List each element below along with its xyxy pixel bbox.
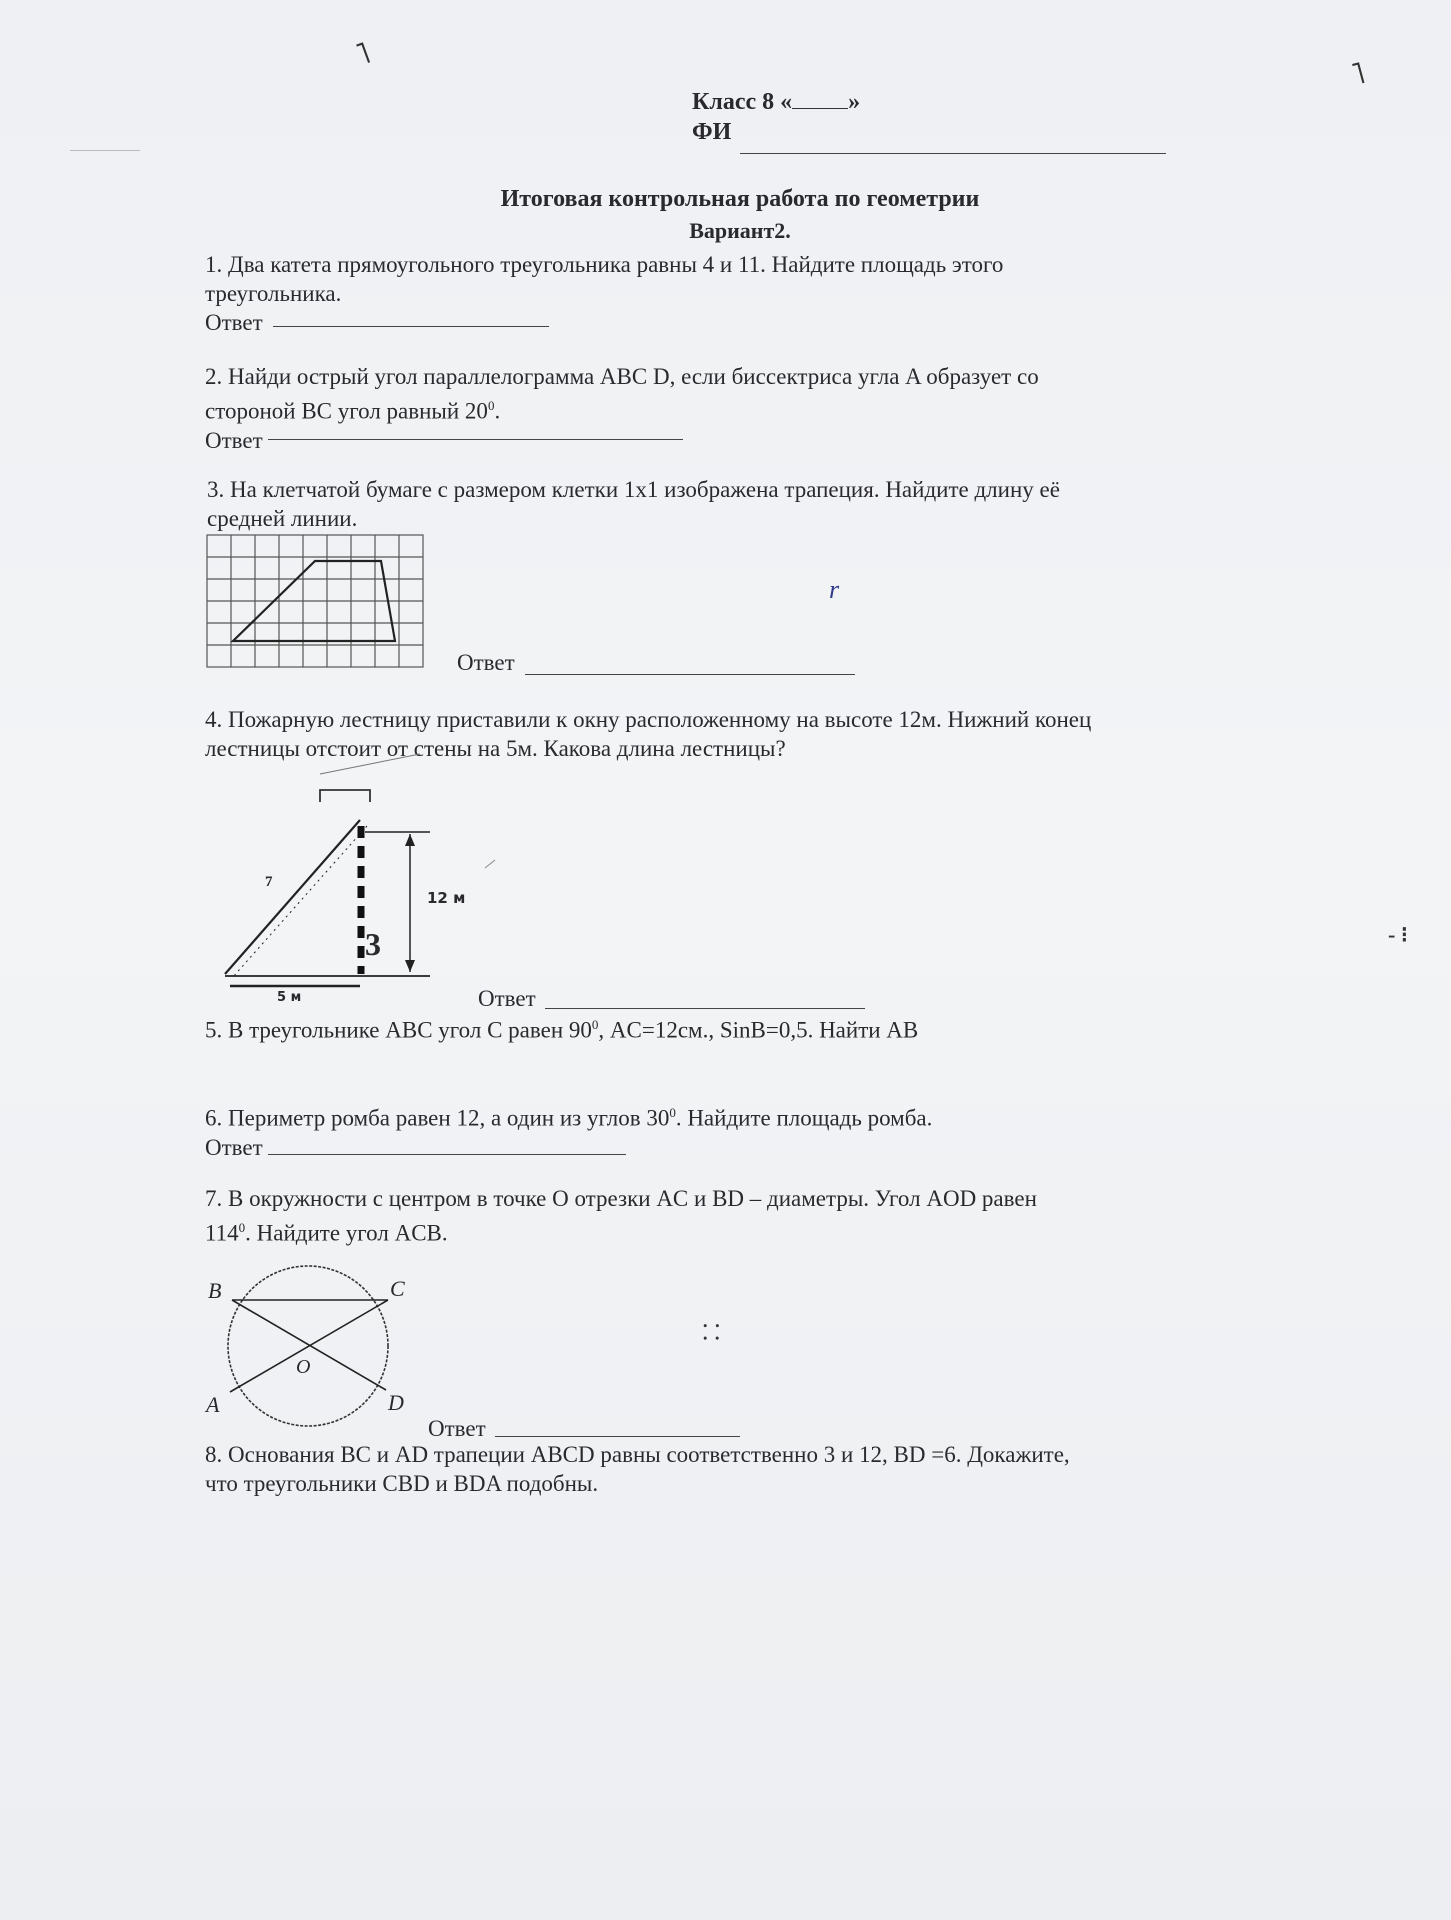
grid-lines [207, 535, 423, 667]
answer-label: Ответ [428, 1416, 486, 1441]
task-4-line-1: 4. Пожарную лестницу приставили к окну расположенному на высоте 12м. Нижний конец [205, 707, 1092, 732]
task-2-line-2: стороной BC угол равный $20^0$. [205, 398, 501, 424]
class-label: Класс 8 « [692, 89, 793, 115]
ladder-base-label: 5 м [277, 990, 302, 1005]
name-underline [740, 153, 1166, 154]
wall-mark: 3 [365, 926, 381, 962]
class-close: » [848, 89, 861, 115]
task-3 [207, 475, 1060, 533]
answer-line-4[interactable] [545, 1008, 865, 1009]
answer-label: Ответ [205, 1134, 263, 1160]
answer-line-3[interactable] [525, 674, 855, 675]
ladder-mark: 7 [265, 874, 273, 890]
task-8 [205, 1440, 1070, 1498]
stray-mark-right: - ⁝ [1388, 922, 1408, 947]
stray-mark-top-right: ˥ [1348, 57, 1369, 92]
task-7: 7. В окружности с центром в точке О отрезки AC и BD – диаметры. Угол AOD равен $114^0$. Найдите угол ACB. [205, 1186, 1037, 1246]
stray-mark-top-left: ˥ [352, 37, 375, 72]
task-3-line-2: средней линии. [207, 506, 358, 531]
point-o-label: O [296, 1356, 311, 1378]
stray-mark-middle: ⸬ [703, 1322, 720, 1344]
answer-label: Ответ [205, 427, 263, 453]
task-6: 6. Периметр ромба равен 12, а один из углов $30^0$. Найдите площадь ромба. Ответ [205, 1105, 933, 1160]
class-field [692, 88, 860, 117]
trapezoid-grid-figure [205, 533, 425, 669]
name-label: ФИ [692, 119, 732, 145]
task-1-line-2: треугольника. [205, 281, 342, 306]
answer-label: Ответ [205, 310, 263, 335]
task-4-line-2: лестницы отстоит от стены на 5м. Какова длина лестницы? [205, 736, 786, 761]
task-3-line-1: 3. На клетчатой бумаге с размером клетки 1x1 изображена трапеция. Найдите длину её [207, 477, 1060, 502]
task-1-line-1: 1. Два катета прямоугольного треугольника равны 4 и 11. Найдите площадь этого [205, 252, 1004, 277]
task-2 [205, 362, 1039, 455]
answer-label: Ответ [478, 986, 536, 1011]
answer-label: Ответ [457, 650, 515, 675]
variant-label: Вариант2. [689, 218, 791, 243]
point-d-label: D [388, 1390, 404, 1415]
task-5: 5. В треугольнике ABC угол C равен $90^0$, AC=12см., SinB=0,5. Найти AB [205, 1017, 919, 1043]
ladder-height-label: 12 м [427, 889, 466, 907]
task-1 [205, 250, 1003, 337]
stray-dash-left [70, 150, 140, 151]
task-8-line-1: 8. Основания BC и AD трапеции ABCD равны соответственно 3 и 12, BD =6. Докажите, [205, 1442, 1070, 1467]
ladder-figure [205, 760, 465, 1000]
task-4 [205, 705, 1091, 763]
answer-line-2[interactable] [268, 439, 683, 440]
task-8-line-2: что треугольники CBD и BDA подобны. [205, 1471, 599, 1496]
answer-line-1[interactable] [273, 326, 549, 327]
task-7-line-1: 7. В окружности с центром в точке О отрезки AC и BD – диаметры. Угол AOD равен [205, 1186, 1037, 1211]
answer-line-6[interactable] [268, 1154, 626, 1155]
point-a-label: A [206, 1392, 220, 1417]
page-title: Итоговая контрольная работа по геометрии [500, 186, 980, 212]
answer-line-7[interactable] [495, 1436, 740, 1437]
name-field [692, 118, 731, 147]
circle-figure [210, 1256, 410, 1436]
point-b-label: B [208, 1278, 222, 1303]
point-c-label: C [390, 1276, 405, 1301]
task-2-line-1: 2. Найди острый угол параллелограмма ABC D, если биссектриса угла A образует со [205, 364, 1039, 389]
pen-mark: r [829, 575, 840, 604]
